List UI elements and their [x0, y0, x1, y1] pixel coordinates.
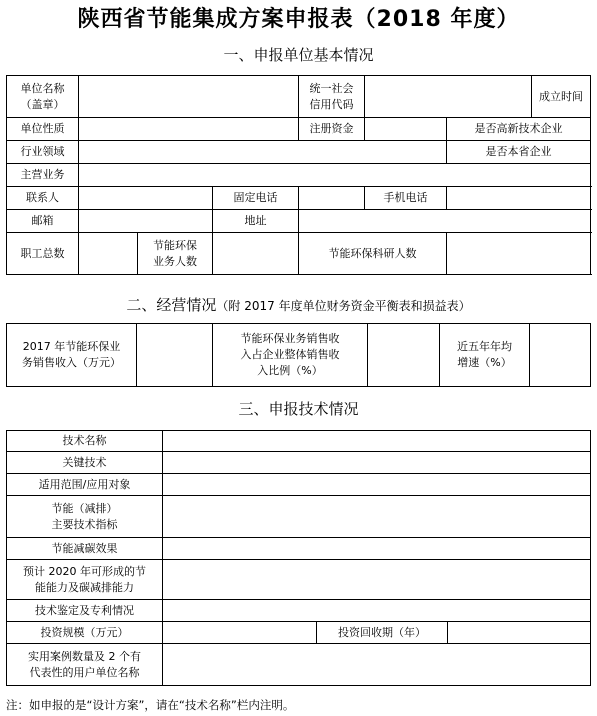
growth-label: 近五年年均 增速（%）	[440, 324, 530, 387]
cases-field[interactable]	[163, 644, 591, 686]
mobile-label: 手机电话	[365, 187, 447, 210]
email-field[interactable]	[79, 210, 213, 233]
indicators-label: 节能（减排） 主要技术指标	[7, 496, 163, 538]
section2-heading: 二、经营情况（附 2017 年度单位财务资金平衡表和损益表）	[126, 296, 471, 314]
ratio-label: 节能环保业务销售收 入占企业整体销售收 入比例（%）	[213, 324, 368, 387]
payback-field[interactable]	[448, 622, 591, 644]
established-label: 成立时间	[532, 76, 591, 118]
main-business-label: 主营业务	[7, 164, 79, 187]
landline-field[interactable]	[299, 187, 365, 210]
total-staff-field[interactable]	[79, 233, 138, 275]
ep-staff-label: 节能环保 业务人数	[138, 233, 213, 275]
main-business-field[interactable]	[79, 164, 591, 187]
capacity-field[interactable]	[163, 560, 591, 600]
mobile-field[interactable]	[447, 187, 591, 210]
sales-label: 2017 年节能环保业 务销售收入（万元）	[7, 324, 137, 387]
high-tech-label: 是否高新技术企业	[447, 118, 591, 141]
unit-nature-label: 单位性质	[7, 118, 79, 141]
effect-label: 节能减碳效果	[7, 538, 163, 560]
indicators-field[interactable]	[163, 496, 591, 538]
tech-name-field[interactable]	[163, 431, 591, 452]
basic-info-table	[6, 75, 591, 275]
section1-heading: 一、申报单位基本情况	[223, 46, 374, 64]
industry-field[interactable]	[79, 141, 447, 164]
section3-heading: 三、申报技术情况	[238, 400, 359, 418]
capacity-label: 预计 2020 年可形成的节 能能力及碳减排能力	[7, 560, 163, 600]
ratio-field[interactable]	[368, 324, 440, 387]
effect-field[interactable]	[163, 538, 591, 560]
address-field[interactable]	[299, 210, 591, 233]
contact-label: 联系人	[7, 187, 79, 210]
key-tech-label: 关键技术	[7, 452, 163, 474]
registered-capital-label: 注册资金	[299, 118, 365, 141]
tech-info-table	[6, 430, 591, 686]
scope-label: 适用范围/应用对象	[7, 474, 163, 496]
footer-note: 注：如申报的是“设计方案”，请在“技术名称”栏内注明。	[6, 698, 295, 712]
payback-label: 投资回收期（年）	[317, 622, 448, 644]
appraisal-label: 技术鉴定及专利情况	[7, 600, 163, 622]
appraisal-field[interactable]	[163, 600, 591, 622]
unit-nature-field[interactable]	[79, 118, 299, 141]
in-province-label: 是否本省企业	[447, 141, 591, 164]
ep-research-label: 节能环保科研人数	[299, 233, 447, 275]
sales-field[interactable]	[137, 324, 213, 387]
landline-label: 固定电话	[213, 187, 299, 210]
total-staff-label: 职工总数	[7, 233, 79, 275]
registered-capital-field[interactable]	[365, 118, 447, 141]
unit-name-label: 单位名称 （盖章）	[7, 76, 79, 118]
scope-field[interactable]	[163, 474, 591, 496]
cases-label: 实用案例数量及 2 个有 代表性的用户单位名称	[7, 644, 163, 686]
growth-field[interactable]	[530, 324, 591, 387]
ep-staff-field[interactable]	[213, 233, 299, 275]
operations-table	[6, 323, 591, 387]
key-tech-field[interactable]	[163, 452, 591, 474]
credit-code-field[interactable]	[365, 76, 532, 118]
investment-field[interactable]	[163, 622, 317, 644]
unit-name-field[interactable]	[79, 76, 299, 118]
form-title: 陕西省节能集成方案申报表（2018 年度）	[77, 7, 520, 32]
ep-research-field[interactable]	[447, 233, 591, 275]
contact-field[interactable]	[79, 187, 213, 210]
investment-label: 投资规模（万元）	[7, 622, 163, 644]
email-label: 邮箱	[7, 210, 79, 233]
industry-label: 行业领域	[7, 141, 79, 164]
tech-name-label: 技术名称	[7, 431, 163, 452]
address-label: 地址	[213, 210, 299, 233]
credit-code-label: 统一社会 信用代码	[299, 76, 365, 118]
